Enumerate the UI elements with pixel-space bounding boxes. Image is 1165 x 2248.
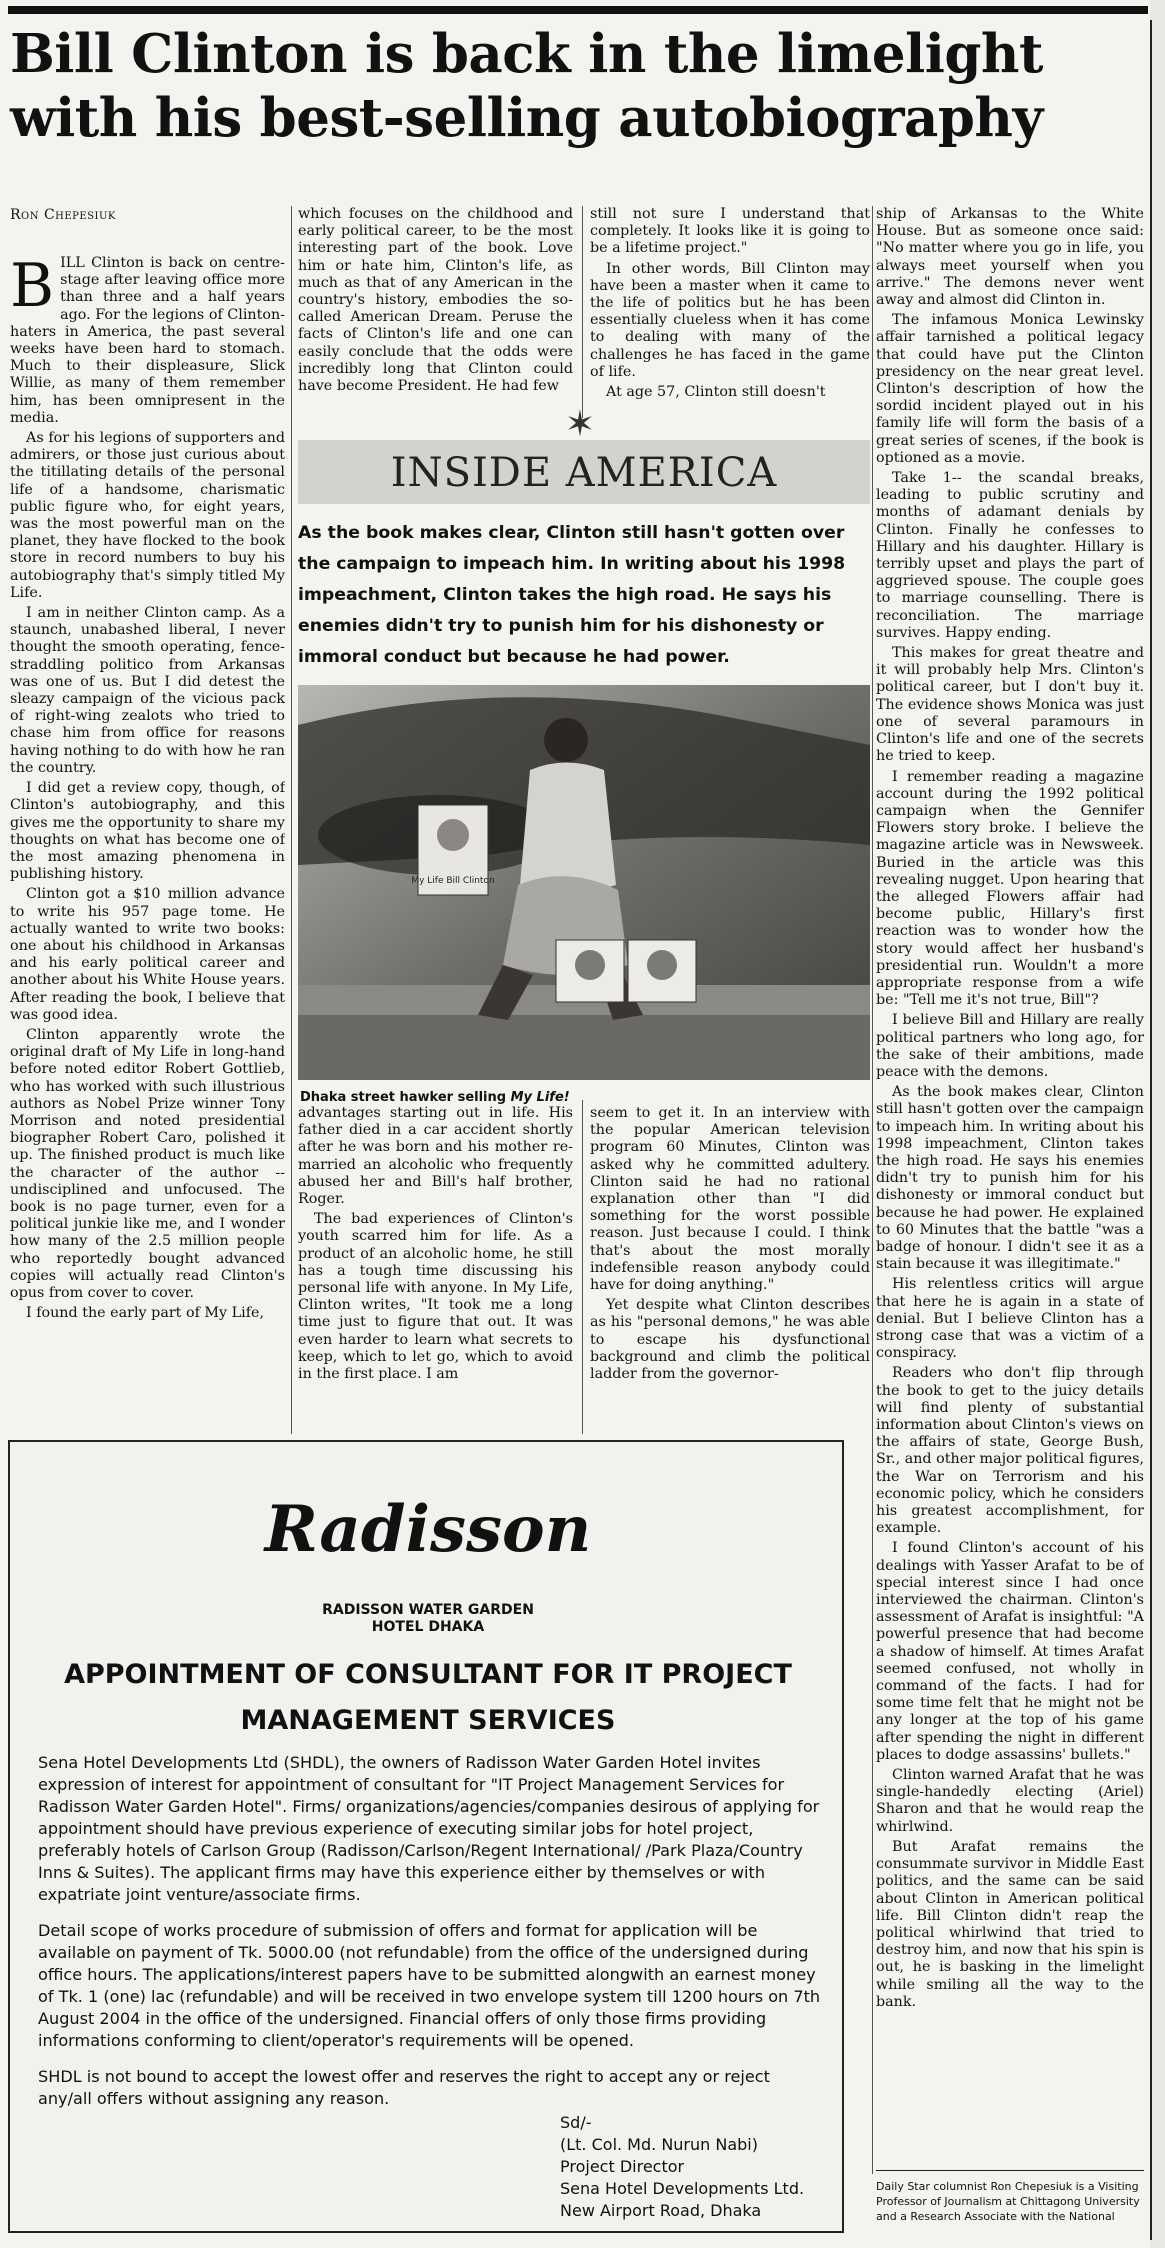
masthead-rule xyxy=(8,6,1148,14)
radisson-logo: Radisson xyxy=(264,1492,592,1567)
news-photo xyxy=(298,685,870,1080)
hotel-name: RADISSON WATER GARDEN HOTEL DHAKA xyxy=(322,1602,534,1635)
paragraph: I am in neither Clinton camp. As a staunch, unabashed liberal, I never thought the smooth operating, fence-straddling politico from Arkansas was one of us. But I did detest the sleazy campaign of the vicious pack of right-wing zealots who tried to chase him from office for reasons having nothing to do with how he ran the country. xyxy=(10,605,285,776)
photo-caption: Dhaka street hawker selling My Life! xyxy=(300,1090,570,1105)
byline: Ron Chepesiuk xyxy=(10,207,116,223)
paragraph: I believe Bill and Hillary are really political partners who long ago, for the sake of their ambitions, made peace with the demons. xyxy=(876,1012,1144,1080)
ad-title: APPOINTMENT OF CONSULTANT FOR IT PROJECT MANAGEMENT SERVICES xyxy=(64,1659,792,1736)
page-edge xyxy=(1150,0,1165,2248)
ad-body xyxy=(38,1752,828,2124)
paragraph: which focuses on the childhood and early political career, to be the most interesting part of the book. Love him or hate him, Clinton's life, as much as that of any American in the country's history, embodies the so-called American Dream. Peruse the facts of Clinton's life and one can easily conclude that the odds were incredibly long that Clinton could have become President. He had few xyxy=(298,206,573,395)
ad-paragraph: SHDL is not bound to accept the lowest offer and reserves the right to accept any or reject any/all offers without assigning any reason. xyxy=(38,2067,770,2108)
paragraph: At age 57, Clinton still doesn't xyxy=(606,384,826,401)
paragraph: still not sure I understand that completely. It looks like it is going to be a lifetime project." xyxy=(590,206,870,257)
section-banner-title: INSIDE AMERICA xyxy=(390,450,778,496)
article-column-3-top xyxy=(590,206,870,419)
article-column-4 xyxy=(876,206,1144,2174)
column-divider xyxy=(872,206,873,2174)
paragraph: ship of Arkansas to the White House. But as someone once said: "No matter where you go in life, you always meet yourself when you arrive." The demons never went away and almost did Clinton in. xyxy=(876,206,1144,309)
paragraph: The infamous Monica Lewinsky affair tarnished a political legacy that could have put the Clinton presidency on the near great level. Clinton's description of how the sordid incident played out in his family life will form the basis of a great series of scenes, if the book is optioned as a movie. xyxy=(876,312,1144,466)
paragraph: I remember reading a magazine account during the 1992 political campaign when the Gennifer Flowers story broke. I believe the magazine article was in Newsweek. Buried in the article was this revealing nugget. Upon hearing that the alleged Flowers affair had become public, Hillary's first reaction was to wonder how the story would affect her husband's presidential run. Wouldn't a more appropriate response from a wife be: "Tell me it's not true, Bill"? xyxy=(876,768,1144,1009)
paragraph: His relentless critics will argue that here he is again in a state of denial. But I believe Clinton has a strong case that was a victim of a conspiracy. xyxy=(876,1276,1144,1362)
paragraph: Yet despite what Clinton describes as his "personal demons," he was able to escape his dysfunctional background and climb the political ladder from the governor- xyxy=(590,1297,870,1383)
paragraph: In other words, Bill Clinton may have been a master when it came to the life of politics but he has been essentially clueless when it has come to dealing with many of the challenges he has faced in the game of life. xyxy=(590,260,870,380)
paragraph: Clinton warned Arafat that he was single-handedly electing (Ariel) Sharon and that he would reap the whirlwind. xyxy=(876,1767,1144,1835)
paragraph: BILL Clinton is back on centre-stage after leaving office more than three and a half years ago. For the legions of Clinton-haters in America, the past several weeks have been hard to stomach. Much to their displeasure, Slick Willie, as many of them remember him, has been omnipresent in the media. xyxy=(10,255,285,426)
column-divider xyxy=(582,206,583,418)
headline-line-2: with his best-selling autobiography xyxy=(10,87,1043,149)
paragraph: I did get a review copy, though, of Clinton's autobiography, and this gives me the opportunity to share my thoughts on what has become one of the most amazing phenomena in publishing history. xyxy=(10,780,285,883)
headline-line-1: Bill Clinton is back in the limelight xyxy=(10,23,1043,85)
article-column-2-top xyxy=(298,206,573,444)
column-divider xyxy=(291,206,292,1434)
paragraph: advantages starting out in life. His father died in a car accident shortly after he was born and his mother re-married an alcoholic who frequently abused her and Bill's half brother, Roger. xyxy=(298,1105,573,1208)
author-footnote: Daily Star columnist Ron Chepesiuk is a Visiting Professor of Journalism at Chittagong University and a Research Associate with the National xyxy=(876,2170,1144,2224)
article-column-3-bottom xyxy=(590,1105,870,1433)
paragraph: I found the early part of My Life, xyxy=(26,1305,265,1322)
paragraph: seem to get it. In an interview with the popular American television program 60 Minutes, Clinton was asked why he committed adultery. Clinton said he had no rational explanation other than "I did something for the worst possible reason. Just because I could. I think that's about the most morally indefensible reason anybody could have for doing anything." xyxy=(590,1105,870,1294)
book-cover-text: My Life Bill Clinton xyxy=(411,876,495,886)
paragraph: This makes for great theatre and it will probably help Mrs. Clinton's political career, but I don't buy it. The evidence shows Monica was just one of several paramours in Clinton's life and one of the secrets he tried to keep. xyxy=(876,645,1144,765)
photo-illustration xyxy=(298,685,870,1080)
advertisement xyxy=(8,1440,844,2233)
page-edge-rule xyxy=(1150,20,1152,2240)
paragraph: Readers who don't flip through the book to get to the juicy details will find plenty of substantial information about Clinton's views on the affairs of state, George Bush, Sr., and other major political figures, the War on Terrorism and his economic policy, which he considers his greatest accomplishment, for example. xyxy=(876,1365,1144,1537)
ad-paragraph: Sena Hotel Developments Ltd (SHDL), the owners of Radisson Water Garden Hotel invites expression of interest for appointment of consultant for "IT Project Management Services for Radisson Water Garden Hotel". Firms/ organizations/agencies/companies desirous of applying for appointment should have previous experience of executing similar jobs for hotel project, preferably hotels of Carlson Group (Radisson/Carlson/Regent International/ /Park Plaza/Country Inns & Suites). The applicant firms may have this experience either by themselves or with expatriate joint venture/associate firms. xyxy=(38,1753,820,1904)
article-column-2-bottom xyxy=(298,1105,573,1433)
ad-paragraph: Detail scope of works procedure of submission of offers and format for application will be available on payment of Tk. 5000.00 (not refundable) from the office of the undersigned during office hours. The applications/interest papers have to be submitted alongwith an earnest money of Tk. 1 (one) lac (refundable) and will be received in two envelope system till 1200 hours on 7th August 2004 in the office of the undersigned. Financial offers of only those firms providing informations conforming to client/operator's requirements will be opened. xyxy=(38,1921,821,2050)
headline xyxy=(10,22,1140,150)
paragraph: Clinton got a $10 million advance to write his 957 page tome. He actually wanted to write two books: one about his childhood in Arkansas and his early political career and another about his White House years. After reading the book, I believe that was good idea. xyxy=(10,886,285,1023)
star-icon: ✶ xyxy=(564,404,596,445)
paragraph: I found Clinton's account of his dealings with Yasser Arafat to be of special interest since I had once interviewed the chairman. Clinton's assessment of Arafat is insightful: "A powerful presence that had become a shadow of himself. At times Arafat seemed confused, not wholly in command of the facts. I had for some time felt that he might not be any longer at the top of his game after spending the night in different places to dodge assassins' bullets." xyxy=(876,1540,1144,1763)
paragraph: Take 1-- the scandal breaks, leading to public scrutiny and months of adamant denials by Clinton. Finally he confesses to Hillary and his daughter. Hillary is terribly upset and plays the part of aggrieved spouse. The couple goes to marriage counselling. There is reconciliation. The marriage survives. Happy ending. xyxy=(876,470,1144,641)
paragraph: But Arafat remains the consummate survivor in Middle East politics, and the same can be said about Clinton in American political life. Bill Clinton didn't reap the political whirlwind that tried to destroy him, and now that his spin is out, he is basking in the limelight while smiling all the way to the bank. xyxy=(876,1838,1144,2010)
paragraph: The bad experiences of Clinton's youth scarred him for life. As a product of an alcoholic home, he still has a tough time discussing his personal life with anyone. In My Life, Clinton writes, "It took me a long time just to figure that out. It was even harder to learn what secrets to keep, which to let go, which to avoid in the first place. I am xyxy=(298,1211,573,1383)
ad-signature-block: Sd/- (Lt. Col. Md. Nurun Nabi) Project Director Sena Hotel Developments Ltd. New Airport Road, Dhaka xyxy=(560,2113,805,2220)
paragraph: As for his legions of supporters and admirers, or those just curious about the titillating details of the personal life of a handsome, charismatic public figure who, for eight years, was the most powerful man on the planet, they have flocked to the book store in record numbers to buy his autobiography that's simply titled My Life. xyxy=(10,430,285,601)
pull-quote: As the book makes clear, Clinton still hasn't gotten over the campaign to impeach him. In writing about his 1998 impeachment, Clinton takes the high road. He says his enemies didn't try to punish him for his dishonesty or immoral conduct but because he had power. xyxy=(298,523,846,667)
column-divider xyxy=(582,1100,583,1434)
paragraph: Clinton apparently wrote the original draft of My Life in long-hand before noted editor Robert Gottlieb, who has worked with such illustrious authors as Nobel Prize winner Tony Morrison and noted presidential biographer Robert Caro, polished it up. The finished product is much like the character of the author -- undisciplined and unfocused. The book is no page turner, even for a political junkie like me, and I wonder how many of the 2.5 million people who reportedly bought advanced copies will actually read Clinton's opus from cover to cover. xyxy=(10,1026,285,1301)
paragraph: As the book makes clear, Clinton still hasn't gotten over the campaign to impeach him. In writing about his 1998 impeachment, Clinton takes the high road. He says his enemies didn't try to punish him for his dishonesty or immoral conduct but because he had power. He explained to 60 Minutes that the battle "was a badge of honour. I didn't see it as a stain because it was illegitimate." xyxy=(876,1084,1144,1273)
drop-cap: B xyxy=(10,255,55,321)
article-column-1 xyxy=(10,255,285,1433)
